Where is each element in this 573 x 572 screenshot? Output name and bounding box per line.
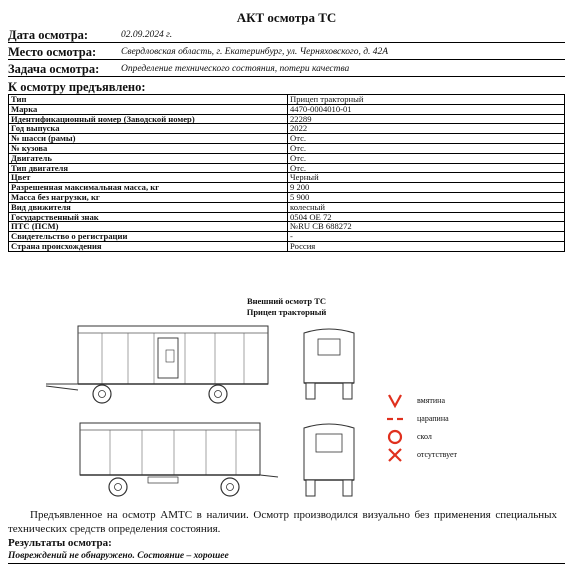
spec-value: Отс.	[288, 134, 565, 144]
figure-title: Внешний осмотр ТС	[246, 296, 327, 306]
spec-value: 9 200	[288, 183, 565, 193]
spec-value: Отс.	[288, 143, 565, 153]
chip-symbol-icon	[385, 428, 405, 446]
spec-key: Год выпуска	[9, 124, 288, 134]
spec-key: ПТС (ПСМ)	[9, 222, 288, 232]
spec-row	[9, 104, 565, 114]
spec-row	[9, 153, 565, 163]
spec-key: Тип	[9, 95, 288, 105]
inspection-task-row	[8, 60, 565, 77]
spec-row	[9, 192, 565, 202]
spec-row	[9, 114, 565, 124]
spec-value: Россия	[288, 241, 565, 251]
spec-key: Идентификационный номер (Заводской номер)	[9, 114, 288, 124]
inspection-place-row	[8, 43, 565, 60]
inspection-place-value: Свердловская область, г. Екатеринбург, ул. Черняховского, д. 42А	[121, 47, 389, 57]
results-label: Результаты осмотра:	[8, 537, 112, 549]
results-value: Повреждений не обнаружено. Состояние – хорошее	[8, 551, 229, 561]
inspection-paragraph: Предъявленное на осмотр АМТС в наличии. Осмотр производился визуально без применения специальных технических средств определения состояния.	[8, 509, 557, 535]
damage-legend	[385, 392, 495, 467]
missing-symbol-icon	[385, 446, 405, 464]
dent-symbol-icon	[385, 392, 405, 410]
results-underline	[8, 563, 565, 564]
spec-row	[9, 124, 565, 134]
trailer-front-view	[298, 325, 360, 405]
legend-item-chip	[385, 428, 495, 446]
spec-key: Двигатель	[9, 153, 288, 163]
spec-value: 22289	[288, 114, 565, 124]
specs-section-title: К осмотру предъявлено:	[8, 80, 146, 94]
spec-row	[9, 232, 565, 242]
spec-row	[9, 143, 565, 153]
legend-item-scratch	[385, 410, 495, 428]
legend-item-dent	[385, 392, 495, 410]
vehicle-specs-table	[8, 94, 565, 252]
spec-row	[9, 183, 565, 193]
spec-row	[9, 163, 565, 173]
spec-row	[9, 222, 565, 232]
spec-value: 2022	[288, 124, 565, 134]
spec-key: Страна происхождения	[9, 241, 288, 251]
legend-label-chip: скол	[417, 432, 432, 441]
spec-value: 5 900	[288, 192, 565, 202]
figure-subtitle: Прицеп тракторный	[246, 307, 327, 317]
spec-key: Свидетельство о регистрации	[9, 232, 288, 242]
spec-key: Государственный знак	[9, 212, 288, 222]
spec-value: Черный	[288, 173, 565, 183]
spec-key: Тип двигателя	[9, 163, 288, 173]
spec-value: колесный	[288, 202, 565, 212]
spec-key: Цвет	[9, 173, 288, 183]
inspection-date-row	[8, 26, 565, 43]
spec-row	[9, 241, 565, 251]
trailer-side-view-right	[70, 415, 280, 505]
scratch-symbol-icon	[385, 410, 405, 428]
spec-key: Разрешенная максимальная масса, кг	[9, 183, 288, 193]
spec-value: -	[288, 232, 565, 242]
document-title: АКТ осмотра ТС	[236, 10, 337, 25]
trailer-side-view-left	[40, 320, 275, 410]
spec-row	[9, 173, 565, 183]
inspection-task-value: Определение технического состояния, потери качества	[121, 64, 350, 74]
spec-key: № кузова	[9, 143, 288, 153]
inspection-place-label: Место осмотра:	[8, 45, 97, 59]
spec-value: Отс.	[288, 163, 565, 173]
legend-label-missing: отсутствует	[417, 450, 458, 459]
legend-item-missing	[385, 446, 495, 464]
spec-value: №RU CB 688272	[288, 222, 565, 232]
trailer-rear-view	[298, 420, 360, 502]
spec-value: 4470-0004010-01	[288, 104, 565, 114]
spec-key: Масса без нагрузки, кг	[9, 192, 288, 202]
spec-value: 0504 ОЕ 72	[288, 212, 565, 222]
spec-row	[9, 95, 565, 105]
inspection-date-label: Дата осмотра:	[8, 28, 89, 42]
inspection-date-value: 02.09.2024 г.	[121, 30, 173, 40]
spec-value: Прицеп тракторный	[288, 95, 565, 105]
spec-row	[9, 134, 565, 144]
legend-label-dent: вмятина	[417, 396, 445, 405]
spec-key: № шасси (рамы)	[9, 134, 288, 144]
spec-row	[9, 212, 565, 222]
inspection-task-label: Задача осмотра:	[8, 62, 100, 76]
spec-row	[9, 202, 565, 212]
spec-value: Отс.	[288, 153, 565, 163]
spec-key: Вид движителя	[9, 202, 288, 212]
spec-key: Марка	[9, 104, 288, 114]
legend-label-scratch: царапина	[417, 414, 449, 423]
